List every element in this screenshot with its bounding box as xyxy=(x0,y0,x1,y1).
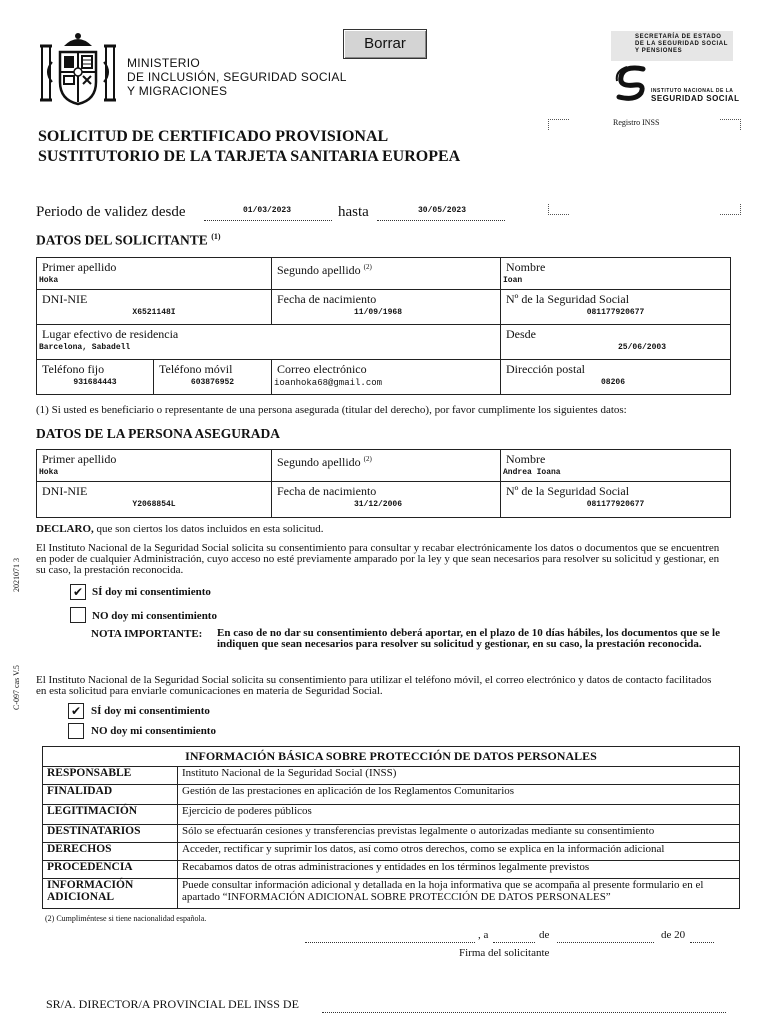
firma-a-label: , a xyxy=(478,929,489,941)
solicitante-heading xyxy=(36,232,221,249)
ss-name-label: SEGURIDAD SOCIAL xyxy=(651,94,740,103)
secretaria-line-2: DE LA SEGURIDAD SOCIAL xyxy=(635,41,728,47)
registro-inss-label: Registro INSS xyxy=(613,118,660,127)
firma-year-field[interactable] xyxy=(690,928,714,943)
email-label: Correo electrónico xyxy=(277,362,367,376)
solicitante-primer-apellido-cell[interactable] xyxy=(37,258,272,290)
solicitante-heading-text: DATOS DEL SOLICITANTE xyxy=(36,232,208,248)
tel-fijo-value: 931684443 xyxy=(73,378,117,387)
asegurada-primer-apellido-label: Primer apellido xyxy=(42,452,117,466)
solicitante-dni-cell[interactable] xyxy=(37,290,272,325)
director-province-field[interactable] xyxy=(322,998,726,1013)
asegurada-dni-label: DNI-NIE xyxy=(42,484,88,498)
privacy-value-legitimacion: Ejercicio de poderes públicos xyxy=(178,805,740,825)
solicitante-residencia-cell[interactable] xyxy=(37,325,501,360)
firma-place-field[interactable] xyxy=(305,928,475,943)
nota-importante-label: NOTA IMPORTANTE: xyxy=(91,628,203,640)
privacy-key-destinatarios: DESTINATARIOS xyxy=(43,825,178,843)
firma-de1-label: de xyxy=(539,929,550,941)
asegurada-fecha-nac-label: Fecha de nacimiento xyxy=(277,484,377,498)
check-icon: ✔ xyxy=(70,704,82,718)
solicitante-email-cell[interactable] xyxy=(272,360,501,395)
fecha-nac-label: Fecha de nacimiento xyxy=(277,292,377,306)
privacy-value-informacion: Puede consultar información adicional y detallada en la hoja informativa que se acompaña al presente formulario en el apartado “INFORMACIÓN ADICIONAL SOBRE PROTECCIÓN DE DATOS PERSONALES” xyxy=(178,879,740,909)
borrar-button[interactable]: Borrar xyxy=(343,29,427,59)
asegurada-nombre-value: Andrea Ioana xyxy=(503,468,561,477)
asegurada-heading: DATOS DE LA PERSONA ASEGURADA xyxy=(36,426,281,441)
dni-label: DNI-NIE xyxy=(42,292,88,306)
footnote-2: (2) Cumpliméntese si tiene nacionalidad española. xyxy=(45,914,207,923)
solicitante-table xyxy=(36,257,731,395)
privacy-value-responsable: Instituto Nacional de la Seguridad Social (INSS) xyxy=(178,767,740,785)
declaro-bold: DECLARO, xyxy=(36,523,94,535)
tel-fijo-label: Teléfono fijo xyxy=(42,362,105,376)
primer-apellido-value: Hoka xyxy=(39,276,59,285)
postal-value: 08206 xyxy=(601,378,626,387)
privacy-key-derechos: DERECHOS xyxy=(43,843,178,861)
nombre-label: Nombre xyxy=(506,260,546,274)
side-date-code: 2021071 3 xyxy=(12,558,21,592)
solicitante-tel-fijo-cell[interactable] xyxy=(37,360,154,395)
solicitante-nombre-cell[interactable] xyxy=(501,258,731,290)
asegurada-dni-cell[interactable] xyxy=(37,482,272,518)
ministry-line-3: Y MIGRACIONES xyxy=(127,84,228,98)
nss-label: Nº de la Seguridad Social xyxy=(506,292,630,306)
solicitante-heading-note: (1) xyxy=(211,232,221,241)
postal-label: Dirección postal xyxy=(506,362,585,376)
ss-institute-label: INSTITUTO NACIONAL DE LA xyxy=(651,88,734,94)
segundo-apellido-label: Segundo apellido $^{(2)}$ xyxy=(277,263,372,277)
email-value: ioanhoka68@gmail.com xyxy=(274,378,383,388)
declaro-rest: que son ciertos los datos incluidos en esta solicitud. xyxy=(93,523,324,535)
privacy-key-procedencia: PROCEDENCIA xyxy=(43,861,178,879)
firma-solicitante-label: Firma del solicitante xyxy=(459,947,550,959)
spanish-coat-of-arms-icon xyxy=(38,32,118,112)
asegurada-dni-value: Y2068854L xyxy=(132,500,176,509)
periodo-hasta-label: hasta xyxy=(338,204,369,220)
tel-movil-value: 603876952 xyxy=(190,378,235,387)
asegurada-table xyxy=(36,449,731,518)
residencia-value: Barcelona, Sabadell xyxy=(39,343,131,352)
asegurada-nss-cell[interactable] xyxy=(501,482,731,518)
consent2-yes-checkbox[interactable] xyxy=(68,703,84,719)
privacy-key-informacion: INFORMACIÓN ADICIONAL xyxy=(43,879,178,909)
director-label: SR/A. DIRECTOR/A PROVINCIAL DEL INSS DE xyxy=(46,997,299,1011)
asegurada-segundo-apellido-label: Segundo apellido $^{(2)}$ xyxy=(277,455,372,469)
privacy-heading: INFORMACIÓN BÁSICA SOBRE PROTECCIÓN DE DATOS PERSONALES xyxy=(43,747,740,767)
form-title-line-1: SOLICITUD DE CERTIFICADO PROVISIONAL xyxy=(38,128,389,145)
asegurada-nombre-label: Nombre xyxy=(506,452,546,466)
nss-value: 081177920677 xyxy=(586,308,645,317)
declaro-text xyxy=(36,524,722,535)
asegurada-primer-apellido-value: Hoka xyxy=(39,468,59,477)
desde-label: Desde xyxy=(506,327,536,341)
form-title-line-2: SUSTITUTORIO DE LA TARJETA SANITARIA EUROPEA xyxy=(38,148,461,165)
firma-de2-label: de 20 xyxy=(661,929,686,941)
consent1-yes-checkbox[interactable] xyxy=(70,584,86,600)
consent2-yes-label: SÍ doy mi consentimiento xyxy=(91,705,210,717)
tel-movil-label: Teléfono móvil xyxy=(159,362,233,376)
privacy-key-finalidad: FINALIDAD xyxy=(43,785,178,805)
form-title xyxy=(38,127,460,167)
primer-apellido-label: Primer apellido xyxy=(42,260,117,274)
ministry-line-2: DE INCLUSIÓN, SEGURIDAD SOCIAL xyxy=(127,70,347,84)
periodo-label: Periodo de validez desde xyxy=(36,204,186,220)
privacy-value-finalidad: Gestión de las prestaciones en aplicación de los Reglamentos Comunitarios xyxy=(178,785,740,805)
periodo-hasta-value: 30/05/2023 xyxy=(418,206,467,215)
nombre-value: Ioan xyxy=(503,276,523,285)
residencia-label: Lugar efectivo de residencia xyxy=(42,327,179,341)
secretaria-line-1: SECRETARÍA DE ESTADO xyxy=(635,34,722,40)
solicitante-nss-cell[interactable] xyxy=(501,290,731,325)
fecha-nac-value: 11/09/1968 xyxy=(354,308,403,317)
consent2-text: El Instituto Nacional de la Seguridad Social solicita su consentimiento para utilizar el teléfono móvil, el correo electrónico y datos de contacto facilitados en esta solicitud para enviarle comunicaciones en materia de Seguridad Social. xyxy=(36,674,712,697)
solicitante-fecha-nac-cell[interactable] xyxy=(272,290,501,325)
desde-value: 25/06/2003 xyxy=(617,343,666,352)
asegurada-nss-label: Nº de la Seguridad Social xyxy=(506,484,630,498)
asegurada-nss-value: 081177920677 xyxy=(586,500,645,509)
privacy-value-destinatarios: Sólo se efectuarán cesiones y transferencias previstas legalmente o autorizadas mediante su consentimiento xyxy=(178,825,740,843)
asegurada-fecha-nac-cell[interactable] xyxy=(272,482,501,518)
privacy-key-legitimacion: LEGITIMACIÓN xyxy=(43,805,178,825)
firma-day-field[interactable] xyxy=(493,928,535,943)
privacy-key-responsable: RESPONSABLE xyxy=(43,767,178,785)
consent1-yes-label: SÍ doy mi consentimiento xyxy=(92,586,211,598)
asegurada-nombre-cell[interactable] xyxy=(501,450,731,482)
solicitante-segundo-apellido-cell[interactable] xyxy=(272,258,501,290)
side-codes xyxy=(12,520,24,720)
consent1-no-checkbox[interactable] xyxy=(70,607,86,623)
solicitante-desde-cell[interactable] xyxy=(501,325,731,360)
beneficiario-note: (1) Si usted es beneficiario o representante de una persona asegurada (titular del derecho), por favor cumplimente los siguientes datos: xyxy=(36,404,627,416)
consent2-no-label: NO doy mi consentimiento xyxy=(91,725,216,737)
side-form-code: C-097 cas V.5 xyxy=(12,665,21,710)
solicitante-postal-cell[interactable] xyxy=(501,360,731,395)
ministry-line-1: MINISTERIO xyxy=(127,56,201,70)
dni-value: X6521148I xyxy=(132,308,176,317)
check-icon: ✔ xyxy=(72,585,84,599)
consent2-no-checkbox[interactable] xyxy=(68,723,84,739)
asegurada-segundo-apellido-cell[interactable] xyxy=(272,450,501,482)
privacy-value-procedencia: Recabamos datos de otras administraciones y entidades en los términos legalmente previstos xyxy=(178,861,740,879)
ministry-name xyxy=(127,56,347,98)
consent1-text: El Instituto Nacional de la Seguridad Social solicita su consentimiento para consultar y recabar electrónicamente los datos o documentos que se encuentren en poder de cualquier Administración, cuyo acceso no esté previamente amparado por la ley y que sean necesarios para resolver su solicitud y gestionar, en su caso, la prestación reconocida. xyxy=(36,542,720,576)
asegurada-primer-apellido-cell[interactable] xyxy=(37,450,272,482)
seguridad-social-logo-icon xyxy=(613,63,649,103)
solicitante-tel-movil-cell[interactable] xyxy=(154,360,272,395)
periodo-desde-value: 01/03/2023 xyxy=(243,206,292,215)
consent1-no-label: NO doy mi consentimiento xyxy=(92,610,217,622)
secretaria-line-3: Y PENSIONES xyxy=(635,48,683,54)
privacy-table xyxy=(42,746,740,909)
nota-importante-text: En caso de no dar su consentimiento deberá aportar, en el plazo de 10 días hábiles, los documentos que se le indiquen que sean necesarios para resolver su solicitud y gestionar, en su caso, la prestación reconocida. xyxy=(217,627,720,650)
firma-month-field[interactable] xyxy=(557,928,654,943)
secretaria-box xyxy=(611,31,733,61)
asegurada-fecha-nac-value: 31/12/2006 xyxy=(354,500,403,509)
privacy-value-derechos: Acceder, rectificar y suprimir los datos, así como otros derechos, como se explica en la información adicional xyxy=(178,843,740,861)
